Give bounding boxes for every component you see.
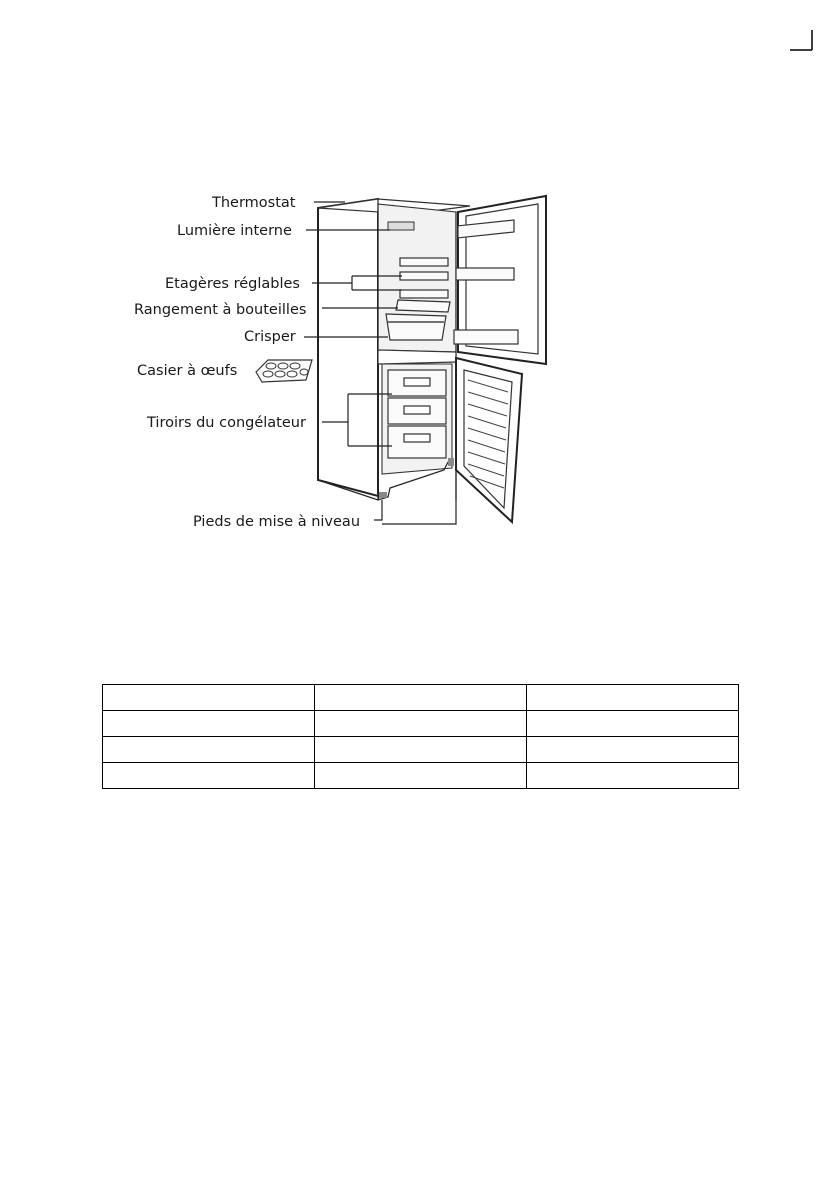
table-cell <box>315 763 527 789</box>
freezer-door <box>456 358 522 522</box>
spec-table <box>102 684 739 789</box>
table-cell <box>527 685 739 711</box>
table-row <box>103 711 739 737</box>
label-leveling-feet: Pieds de mise à niveau <box>193 514 361 530</box>
fridge-door <box>454 196 546 364</box>
label-egg-tray: Casier à œufs <box>137 363 238 379</box>
label-freezer-drawers: Tiroirs du congélateur <box>147 415 306 431</box>
table-cell <box>103 737 315 763</box>
table-cell <box>527 711 739 737</box>
label-thermostat: Thermostat <box>212 195 296 211</box>
table-cell <box>315 711 527 737</box>
table-cell <box>527 763 739 789</box>
table-row <box>103 763 739 789</box>
crisper-drawer <box>386 314 446 340</box>
leveling-foot <box>379 492 387 498</box>
table-cell <box>103 685 315 711</box>
freezer-drawers <box>388 370 446 458</box>
bottle-rack <box>396 300 450 312</box>
table-cell <box>527 737 739 763</box>
adjustable-shelves <box>400 258 448 298</box>
label-internal-light: Lumière interne <box>177 223 292 239</box>
table-row <box>103 737 739 763</box>
egg-tray <box>256 360 312 382</box>
table-cell <box>103 711 315 737</box>
label-bottle-storage: Rangement à bouteilles <box>134 302 307 318</box>
table-cell <box>315 685 527 711</box>
label-adjustable-shelves: Etagères réglables <box>165 276 300 292</box>
label-crisper: Crisper <box>244 329 296 345</box>
table-cell <box>315 737 527 763</box>
leveling-foot <box>448 458 454 466</box>
table-cell <box>103 763 315 789</box>
table-row <box>103 685 739 711</box>
light-fixture <box>388 222 414 230</box>
